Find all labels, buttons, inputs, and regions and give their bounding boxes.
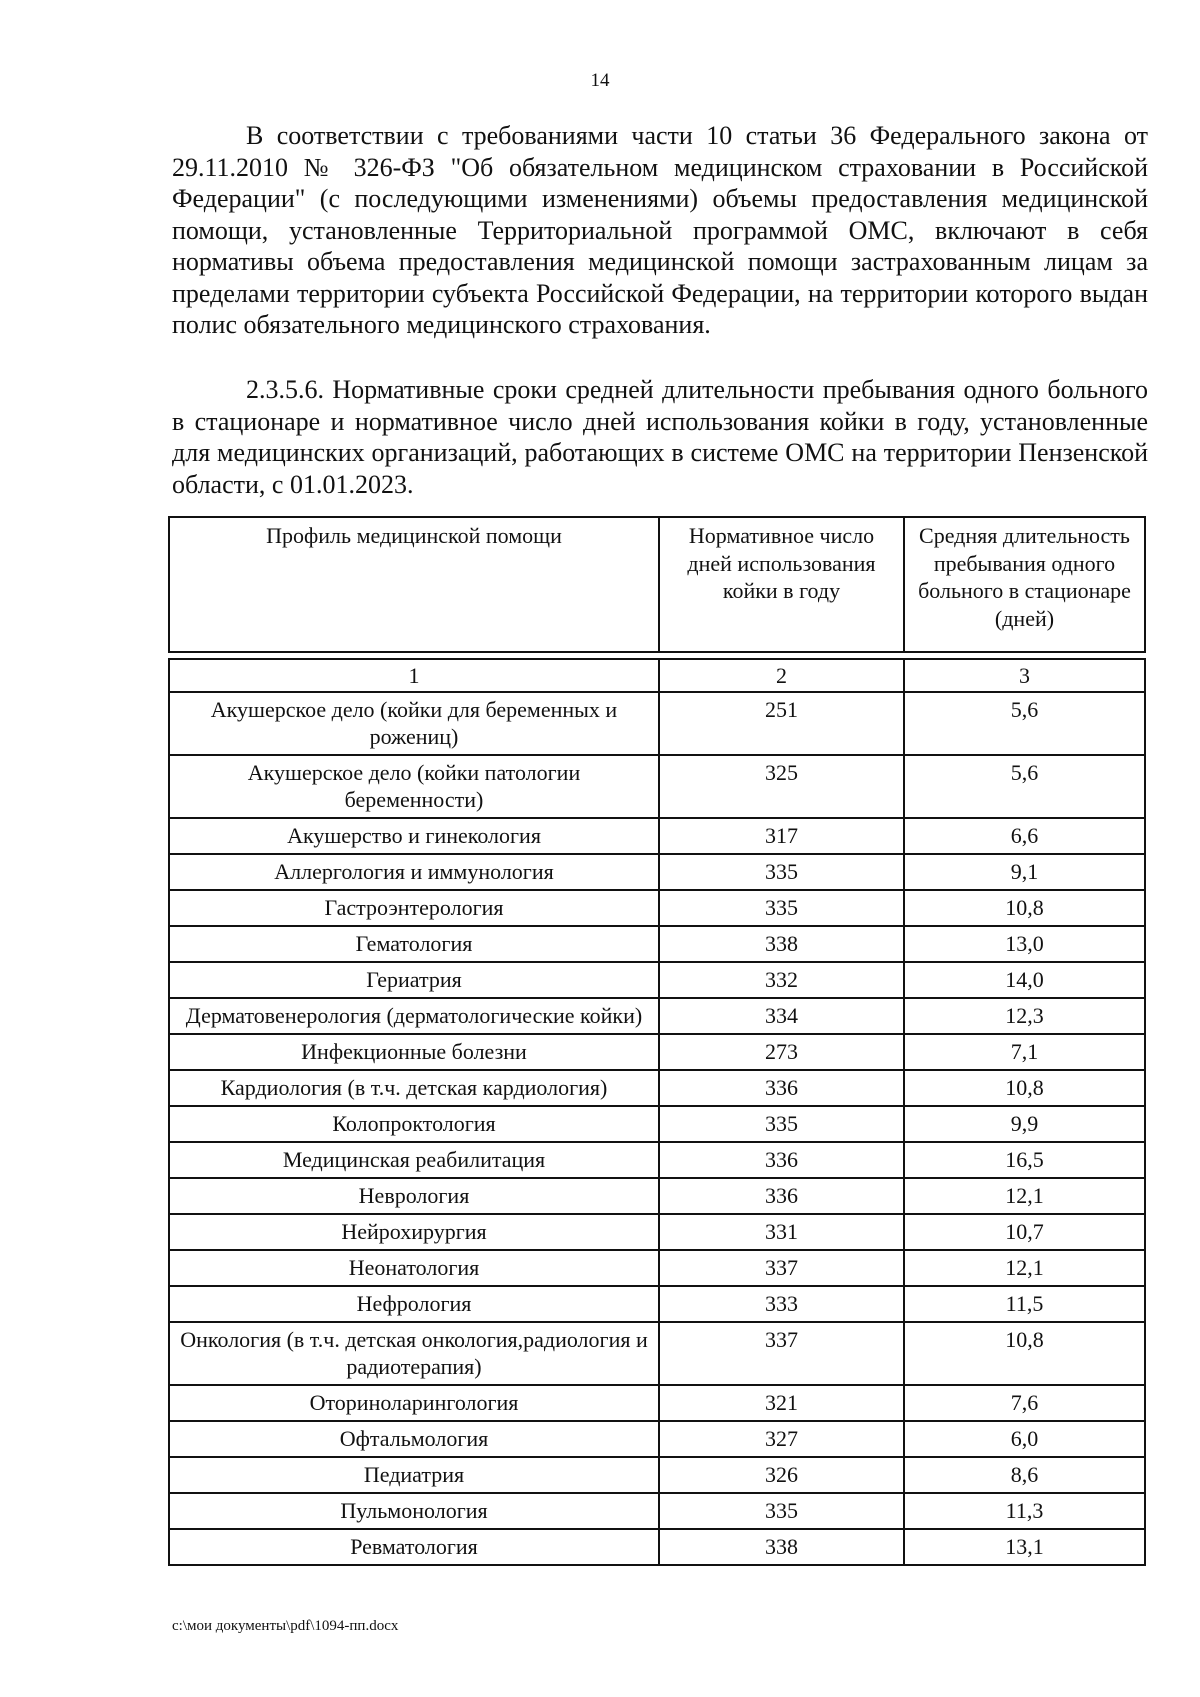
cell-bed-days: 333 <box>659 1286 904 1322</box>
table-row <box>169 1178 1145 1214</box>
page-number: 14 <box>590 70 610 91</box>
cell-avg-stay: 14,0 <box>904 962 1145 998</box>
cell-profile: Гериатрия <box>169 962 659 998</box>
table-header-row <box>169 517 1145 652</box>
table-gap <box>169 652 1145 659</box>
table-row <box>169 755 1145 818</box>
table-row <box>169 1142 1145 1178</box>
cell-bed-days: 327 <box>659 1421 904 1457</box>
cell-avg-stay: 8,6 <box>904 1457 1145 1493</box>
table-row <box>169 1529 1145 1565</box>
cell-avg-stay: 10,8 <box>904 890 1145 926</box>
table-row <box>169 926 1145 962</box>
table-row <box>169 1286 1145 1322</box>
cell-profile: Дерматовенерология (дерматологические койки) <box>169 998 659 1034</box>
table-row <box>169 1421 1145 1457</box>
cell-profile: Педиатрия <box>169 1457 659 1493</box>
cell-profile: Нейрохирургия <box>169 1214 659 1250</box>
cell-bed-days: 335 <box>659 890 904 926</box>
cell-avg-stay: 9,9 <box>904 1106 1145 1142</box>
cell-bed-days: 321 <box>659 1385 904 1421</box>
cell-profile: Офтальмология <box>169 1421 659 1457</box>
cell-profile: Акушерство и гинекология <box>169 818 659 854</box>
header-profile: Профиль медицинской помощи <box>169 517 659 652</box>
cell-avg-stay: 12,3 <box>904 998 1145 1034</box>
cell-bed-days: 325 <box>659 755 904 818</box>
cell-bed-days: 336 <box>659 1178 904 1214</box>
cell-avg-stay: 7,1 <box>904 1034 1145 1070</box>
cell-profile: Ревматология <box>169 1529 659 1565</box>
cell-bed-days: 334 <box>659 998 904 1034</box>
footer-file-path: c:\мои документы\pdf\1094-пп.docx <box>172 1618 399 1634</box>
cell-profile: Аллергология и иммунология <box>169 854 659 890</box>
cell-bed-days: 251 <box>659 692 904 755</box>
cell-bed-days: 337 <box>659 1250 904 1286</box>
cell-avg-stay: 6,0 <box>904 1421 1145 1457</box>
table-row <box>169 854 1145 890</box>
table-row <box>169 1457 1145 1493</box>
table-row <box>169 1322 1145 1385</box>
table-row <box>169 890 1145 926</box>
cell-profile: Онкология (в т.ч. детская онкология,радиология и радиотерапия) <box>169 1322 659 1385</box>
cell-bed-days: 273 <box>659 1034 904 1070</box>
cell-avg-stay: 10,8 <box>904 1322 1145 1385</box>
table-row <box>169 1070 1145 1106</box>
cell-avg-stay: 10,8 <box>904 1070 1145 1106</box>
table-row <box>169 1106 1145 1142</box>
cell-avg-stay: 13,1 <box>904 1529 1145 1565</box>
cell-bed-days: 326 <box>659 1457 904 1493</box>
cell-avg-stay: 13,0 <box>904 926 1145 962</box>
cell-avg-stay: 11,3 <box>904 1493 1145 1529</box>
table-row <box>169 1250 1145 1286</box>
cell-bed-days: 317 <box>659 818 904 854</box>
cell-profile: Оториноларингология <box>169 1385 659 1421</box>
cell-profile: Неонатология <box>169 1250 659 1286</box>
cell-bed-days: 335 <box>659 1493 904 1529</box>
header-bed-days: Нормативное число дней использования койки в году <box>659 517 904 652</box>
cell-profile: Акушерское дело (койки патологии беременности) <box>169 755 659 818</box>
table-row <box>169 1385 1145 1421</box>
cell-profile: Нефрология <box>169 1286 659 1322</box>
cell-bed-days: 332 <box>659 962 904 998</box>
cell-avg-stay: 9,1 <box>904 854 1145 890</box>
cell-profile: Неврология <box>169 1178 659 1214</box>
table-row <box>169 818 1145 854</box>
cell-bed-days: 337 <box>659 1322 904 1385</box>
cell-profile: Медицинская реабилитация <box>169 1142 659 1178</box>
cell-avg-stay: 10,7 <box>904 1214 1145 1250</box>
cell-profile: Инфекционные болезни <box>169 1034 659 1070</box>
cell-bed-days: 331 <box>659 1214 904 1250</box>
table-row <box>169 962 1145 998</box>
cell-bed-days: 336 <box>659 1142 904 1178</box>
cell-bed-days: 338 <box>659 926 904 962</box>
cell-profile: Кардиология (в т.ч. детская кардиология) <box>169 1070 659 1106</box>
cell-avg-stay: 6,6 <box>904 818 1145 854</box>
cell-bed-days: 338 <box>659 1529 904 1565</box>
cell-avg-stay: 11,5 <box>904 1286 1145 1322</box>
cell-avg-stay: 5,6 <box>904 692 1145 755</box>
cell-avg-stay: 16,5 <box>904 1142 1145 1178</box>
column-number-row <box>169 659 1145 692</box>
table-row <box>169 1214 1145 1250</box>
paragraph-oms-law: В соответствии с требованиями части 10 статьи 36 Федерального закона от 29.11.2010 № 326-ФЗ "Об обязательном медицинском страховании в Российской Федерации" (с последующими изменениями) объемы предоставления медицинской помощи, установленные Территориальной программой ОМС, включают в себя нормативы объема предоставления медицинской помощи застрахованным лицам за пределами территории субъекта Российской Федерации, на территории которого выдан полис обязательного медицинского страхования. <box>172 121 1148 339</box>
cell-profile: Колопроктология <box>169 1106 659 1142</box>
cell-avg-stay: 12,1 <box>904 1178 1145 1214</box>
cell-profile: Акушерское дело (койки для беременных и рожениц) <box>169 692 659 755</box>
cell-profile: Пульмонология <box>169 1493 659 1529</box>
table-row <box>169 692 1145 755</box>
header-avg-stay: Средняя длительность пребывания одного больного в стационаре (дней) <box>904 517 1145 652</box>
table-row <box>169 1034 1145 1070</box>
cell-avg-stay: 7,6 <box>904 1385 1145 1421</box>
cell-profile: Гастроэнтерология <box>169 890 659 926</box>
cell-bed-days: 335 <box>659 854 904 890</box>
column-number-3: 3 <box>904 659 1145 692</box>
table-row <box>169 998 1145 1034</box>
cell-profile: Гематология <box>169 926 659 962</box>
column-number-2: 2 <box>659 659 904 692</box>
column-number-1: 1 <box>169 659 659 692</box>
cell-avg-stay: 5,6 <box>904 755 1145 818</box>
table-row <box>169 1493 1145 1529</box>
bed-norms-table <box>168 516 1146 1566</box>
cell-avg-stay: 12,1 <box>904 1250 1145 1286</box>
paragraph-section-2-3-5-6: 2.3.5.6. Нормативные сроки средней длительности пребывания одного больного в стационаре и нормативное число дней использования койки в году, установленные для медицинских организаций, работающих в системе ОМС на территории Пензенской области, с 01.01.2023. <box>172 375 1148 499</box>
cell-bed-days: 335 <box>659 1106 904 1142</box>
cell-bed-days: 336 <box>659 1070 904 1106</box>
